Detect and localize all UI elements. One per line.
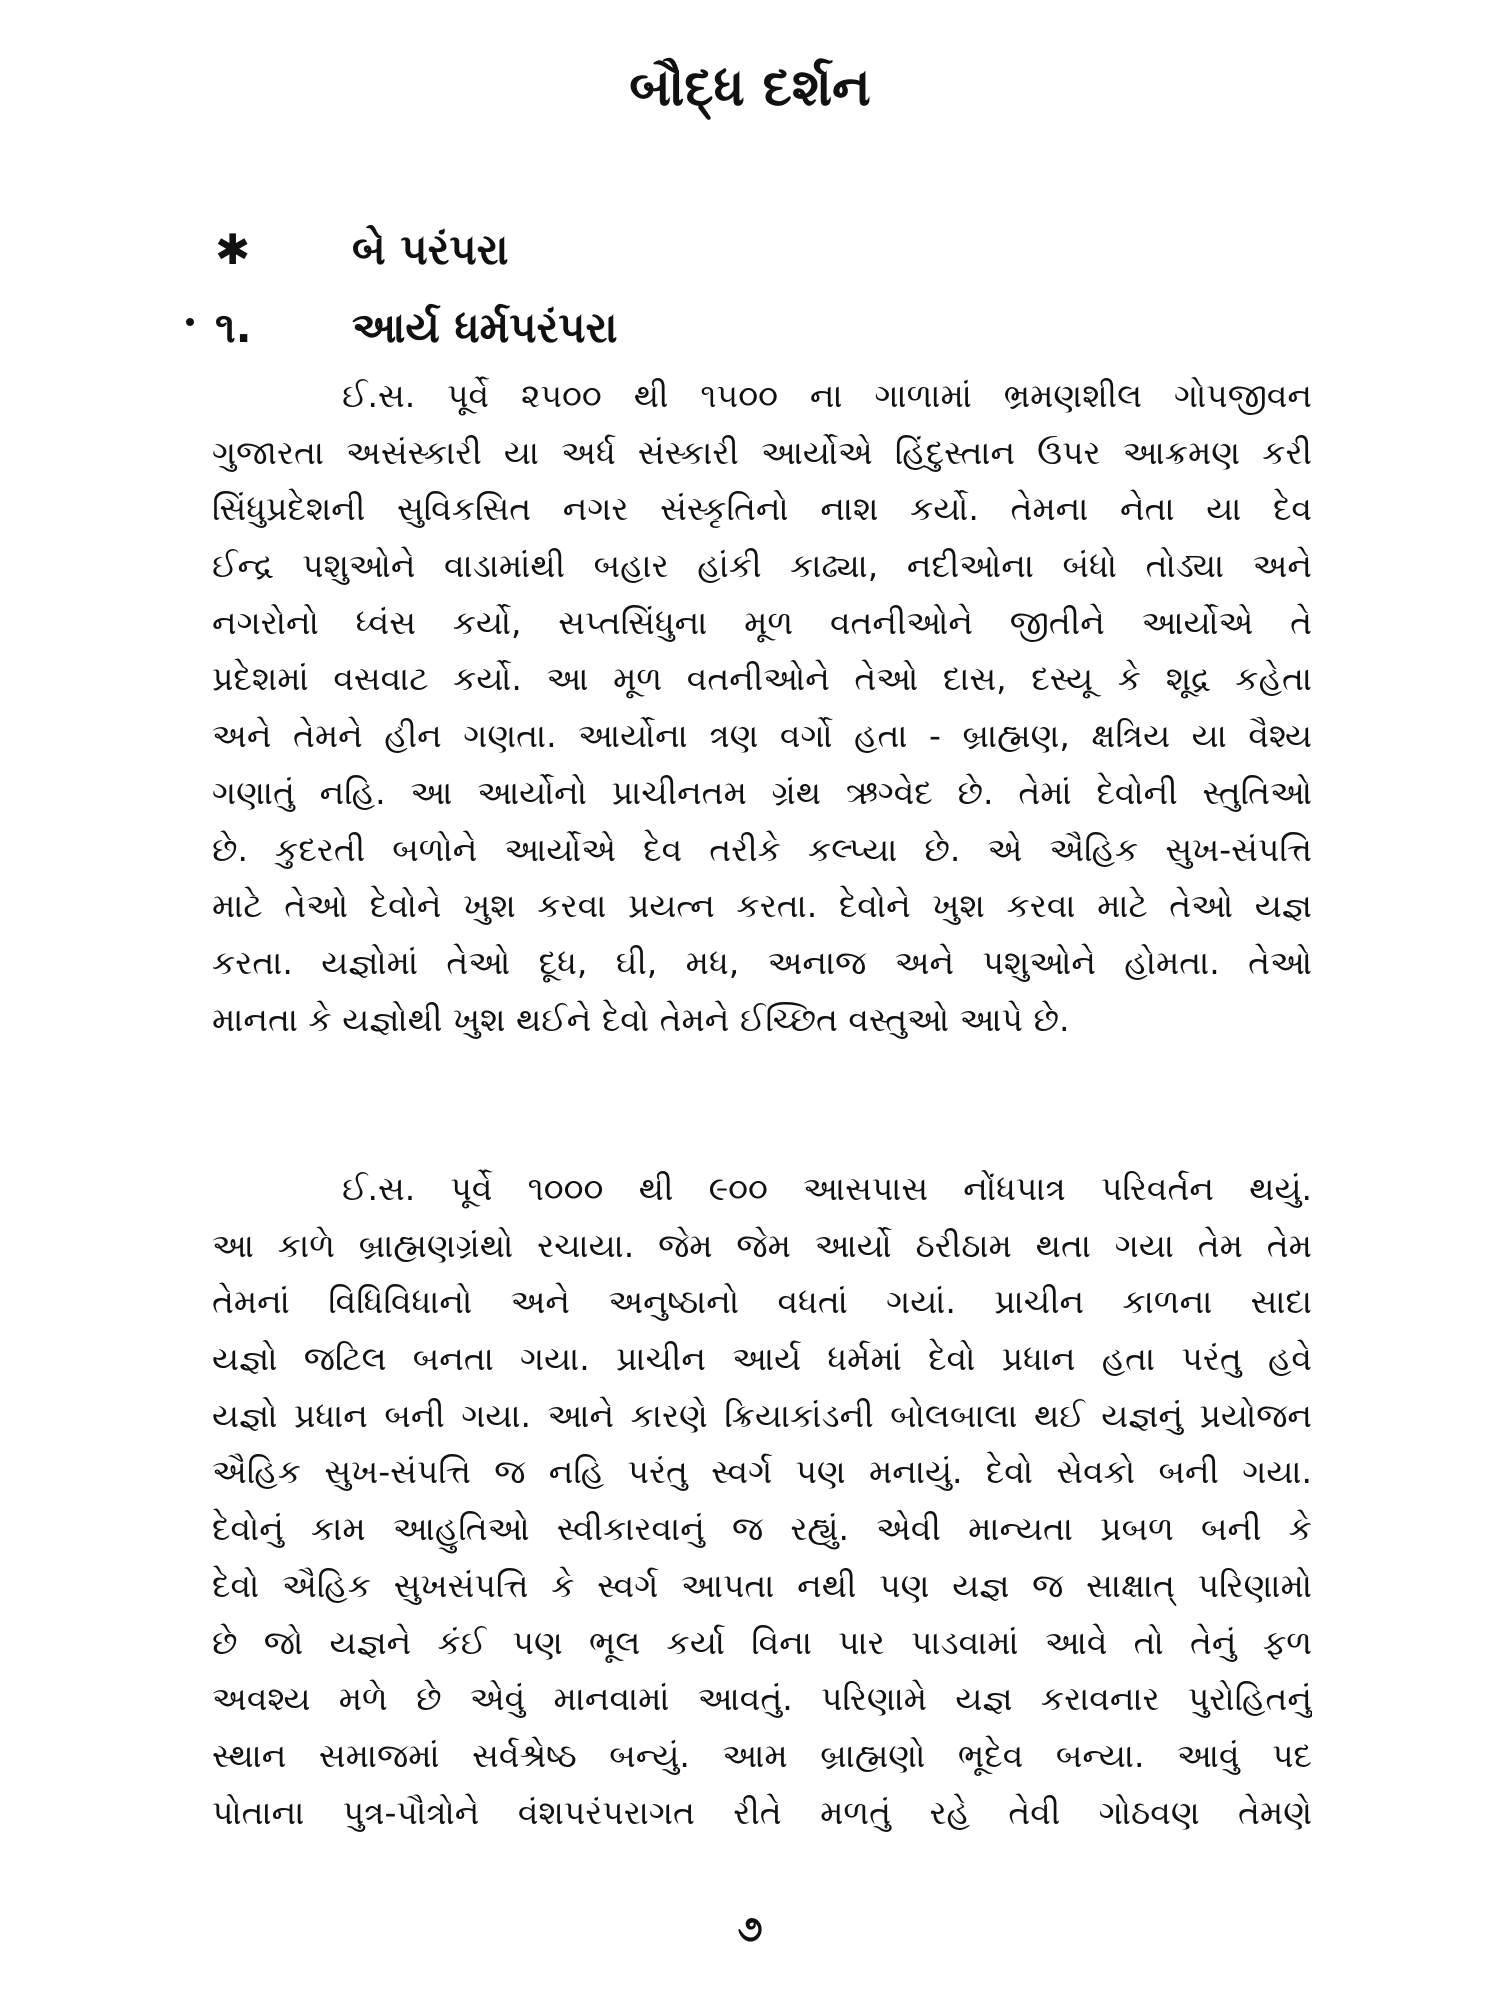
paragraph-line: છે જો યજ્ઞને કંઈ પણ ભૂલ કર્યા વિના પાર પાડવામાં આવે તો તેનું ફળ	[212, 1622, 1312, 1662]
paragraph-line: અવશ્ય મળે છે એવું માનવામાં આવતું. પરિણામે યજ્ઞ કરાવનાર પુરોહિતનું	[212, 1679, 1312, 1719]
paragraph-line: દેવો ઐહિક સુખસંપત્તિ કે સ્વર્ગ આપતા નથી પણ યજ્ઞ જ સાક્ષાત્ પરિણામો	[212, 1565, 1312, 1605]
paragraph-1	[212, 368, 1312, 1048]
paragraph-line: દેવોનું કામ આહુતિઓ સ્વીકારવાનું જ રહ્યું. એવી માન્યતા પ્રબળ બની કે	[212, 1509, 1312, 1549]
paragraph-line: ગણાતું નહિ. આ આર્યોનો પ્રાચીનતમ ગ્રંથ ઋગ્વેદ છે. તેમાં દેવોની સ્તુતિઓ	[212, 772, 1312, 812]
paragraph-line: ઈ.સ. પૂર્વે ૧૦૦૦ થી ૯૦૦ આસપાસ નોંધપાત્ર પરિવર્તન થયું.	[342, 1169, 1312, 1208]
paragraph-line: સ્થાન સમાજમાં સર્વશ્રેષ્ઠ બન્યું. આમ બ્રાહ્મણો ભૂદેવ બન્યા. આવું પદ	[212, 1735, 1312, 1775]
paragraph-line: ગુજારતા અસંસ્કારી યા અર્ધ સંસ્કારી આર્યોએ હિંદુસ્તાન ઉપર આક્રમણ કરી	[212, 432, 1312, 472]
paragraph-line: ઐહિક સુખ-સંપત્તિ જ નહિ પરંતુ સ્વર્ગ પણ મનાયું. દેવો સેવકો બની ગયા.	[212, 1452, 1312, 1492]
paragraph-line: માનતા કે યજ્ઞોથી ખુશ થઈને દેવો તેમને ઈચ્છિત વસ્તુઓ આપે છે.	[212, 999, 1070, 1039]
paragraph-line: ઈન્દ્ર પશુઓને વાડામાંથી બહાર હાંકી કાઢ્યા, નદીઓના બંધો તોડ્યા અને	[212, 546, 1312, 586]
subsection-number: ૧.	[215, 303, 252, 352]
paragraph-line: પ્રદેશમાં વસવાટ કર્યો. આ મૂળ વતનીઓને તેઓ દાસ, દસ્યૂ કે શૂદ્ર કહેતા	[212, 659, 1312, 699]
paragraph-line: અને તેમને હીન ગણતા. આર્યોના ત્રણ વર્ગો હતા - બ્રાહ્મણ, ક્ષત્રિય યા વૈશ્ય	[212, 716, 1312, 756]
paragraph-line: માટે તેઓ દેવોને ખુશ કરવા પ્રયત્ન કરતા. દેવોને ખુશ કરવા માટે તેઓ યજ્ઞ	[212, 886, 1312, 926]
paragraph-line: કરતા. યજ્ઞોમાં તેઓ દૂધ, ઘી, મધ, અનાજ અને પશુઓને હોમતા. તેઓ	[212, 942, 1312, 982]
page-title: બૌદ્ધ દર્શન	[629, 58, 871, 118]
margin-dot-mark	[186, 318, 194, 326]
page-number: ૭	[737, 1909, 763, 1950]
paragraph-line: આ કાળે બ્રાહ્મણગ્રંથો રચાયા. જેમ જેમ આર્યો ઠરીઠામ થતા ગયા તેમ તેમ	[212, 1225, 1312, 1265]
paragraph-line: સિંધુપ્રદેશની સુવિકસિત નગર સંસ્કૃતિનો નાશ કર્યો. તેમના નેતા યા દેવ	[212, 489, 1312, 529]
paragraph-line: યજ્ઞો પ્રધાન બની ગયા. આને કારણે ક્રિયાકાંડની બોલબાલા થઈ યજ્ઞનું પ્રયોજન	[212, 1395, 1312, 1435]
paragraph-line: યજ્ઞો જટિલ બનતા ગયા. પ્રાચીન આર્ય ધર્મમાં દેવો પ્રધાન હતા પરંતુ હવે	[212, 1339, 1312, 1379]
asterisk-icon: ✱	[215, 225, 251, 274]
section-heading-label: બે પરંપરા	[352, 225, 509, 274]
paragraph-line: પોતાના પુત્ર-પૌત્રોને વંશપરંપરાગત રીતે મળતું રહે તેવી ગોઠવણ તેમણે	[212, 1792, 1312, 1832]
paragraph-2	[212, 1161, 1312, 1841]
paragraph-line: તેમનાં વિધિવિધાનો અને અનુષ્ઠાનો વધતાં ગયાં. પ્રાચીન કાળના સાદા	[212, 1282, 1312, 1322]
paragraph-line: નગરોનો ધ્વંસ કર્યો, સપ્તસિંધુના મૂળ વતનીઓને જીતીને આર્યોએ તે	[212, 602, 1312, 642]
paragraph-line: છે. કુદરતી બળોને આર્યોએ દેવ તરીકે કલ્પ્યા છે. એ ઐહિક સુખ-સંપત્તિ	[212, 829, 1312, 869]
subsection-heading-label: આર્ય ધર્મપરંપરા	[352, 303, 618, 352]
paragraph-line: ઈ.સ. પૂર્વે ૨૫૦૦ થી ૧૫૦૦ ના ગાળામાં ભ્રમણશીલ ગોપજીવન	[342, 376, 1312, 415]
